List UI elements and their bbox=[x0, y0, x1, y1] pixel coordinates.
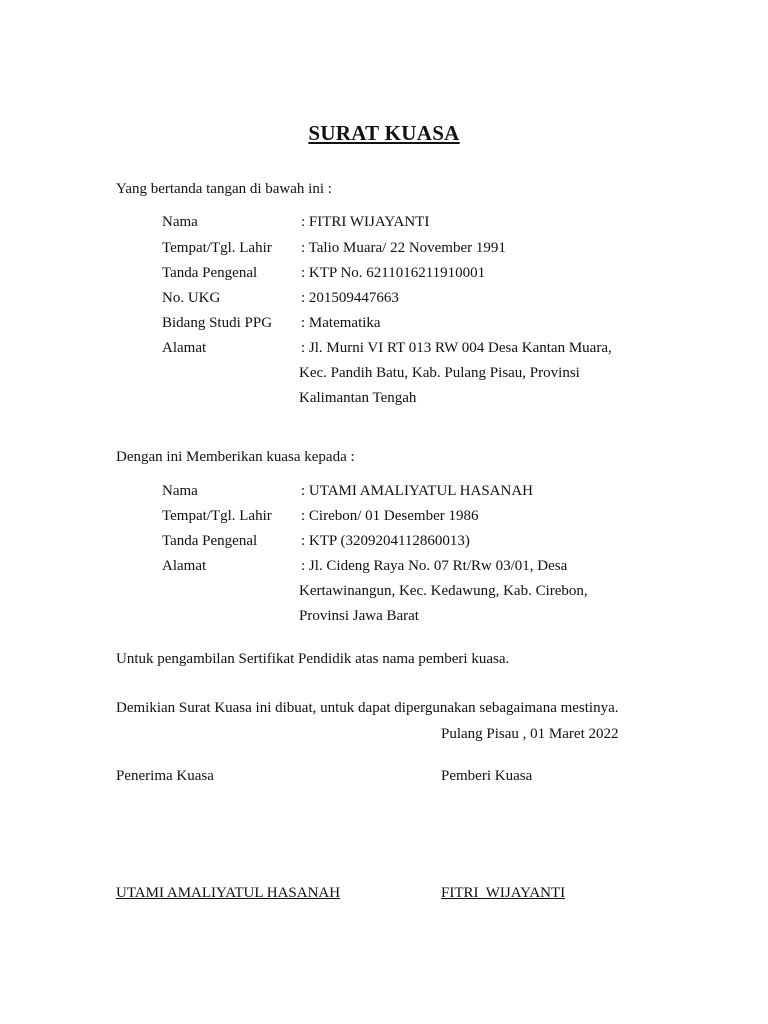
grantee-address-label: Alamat bbox=[162, 558, 207, 574]
grantor-id-value: : KTP No. 6211016211910001 bbox=[301, 265, 486, 281]
grantor-address-line1: : Jl. Murni VI RT 013 RW 004 Desa Kantan Muara, bbox=[301, 340, 612, 356]
grantee-id-value: : KTP (3209204112860013) bbox=[301, 533, 470, 549]
giver-role: Pemberi Kuasa bbox=[441, 768, 533, 784]
grantor-birth-value: : Talio Muara/ 22 November 1991 bbox=[301, 240, 506, 256]
grantor-ukg-value: : 201509447663 bbox=[301, 290, 399, 306]
grantee-address-line1: : Jl. Cideng Raya No. 07 Rt/Rw 03/01, Desa bbox=[301, 558, 568, 574]
grantor-ppg-value: : Matematika bbox=[301, 315, 381, 331]
place-date: Pulang Pisau , 01 Maret 2022 bbox=[441, 726, 619, 742]
grantor-ukg-label: No. UKG bbox=[162, 290, 221, 306]
grantee-id-label: Tanda Pengenal bbox=[162, 533, 258, 549]
grantor-name-label: Nama bbox=[162, 214, 198, 230]
grantor-birth-label: Tempat/Tgl. Lahir bbox=[162, 240, 272, 256]
intro-text: Yang bertanda tangan di bawah ini : bbox=[116, 181, 332, 197]
grantor-ppg-label: Bidang Studi PPG bbox=[162, 315, 273, 331]
receiver-role: Penerima Kuasa bbox=[116, 768, 214, 784]
grantee-birth-value: : Cirebon/ 01 Desember 1986 bbox=[301, 508, 479, 524]
grantor-address-line3: Kalimantan Tengah bbox=[299, 390, 417, 406]
grantee-address-line2: Kertawinangun, Kec. Kedawung, Kab. Cirebon, bbox=[299, 583, 588, 599]
purpose-text: Untuk pengambilan Sertifikat Pendidik atas nama pemberi kuasa. bbox=[116, 651, 510, 667]
grantor-name-value: : FITRI WIJAYANTI bbox=[301, 214, 430, 230]
grant-intro-text: Dengan ini Memberikan kuasa kepada : bbox=[116, 449, 355, 465]
grantor-address-line2: Kec. Pandih Batu, Kab. Pulang Pisau, Provinsi bbox=[299, 365, 580, 381]
grantor-id-label: Tanda Pengenal bbox=[162, 265, 258, 281]
grantee-name-value: : UTAMI AMALIYATUL HASANAH bbox=[301, 483, 533, 499]
giver-name: FITRI WIJAYANTI bbox=[441, 885, 566, 901]
receiver-name: UTAMI AMALIYATUL HASANAH bbox=[116, 885, 341, 901]
grantee-name-label: Nama bbox=[162, 483, 198, 499]
grantor-address-label: Alamat bbox=[162, 340, 207, 356]
closing-text: Demikian Surat Kuasa ini dibuat, untuk dapat dipergunakan sebagaimana mestinya. bbox=[116, 700, 619, 716]
grantee-birth-label: Tempat/Tgl. Lahir bbox=[162, 508, 272, 524]
grantee-address-line3: Provinsi Jawa Barat bbox=[299, 608, 419, 624]
page-title: SURAT KUASA bbox=[308, 121, 460, 145]
